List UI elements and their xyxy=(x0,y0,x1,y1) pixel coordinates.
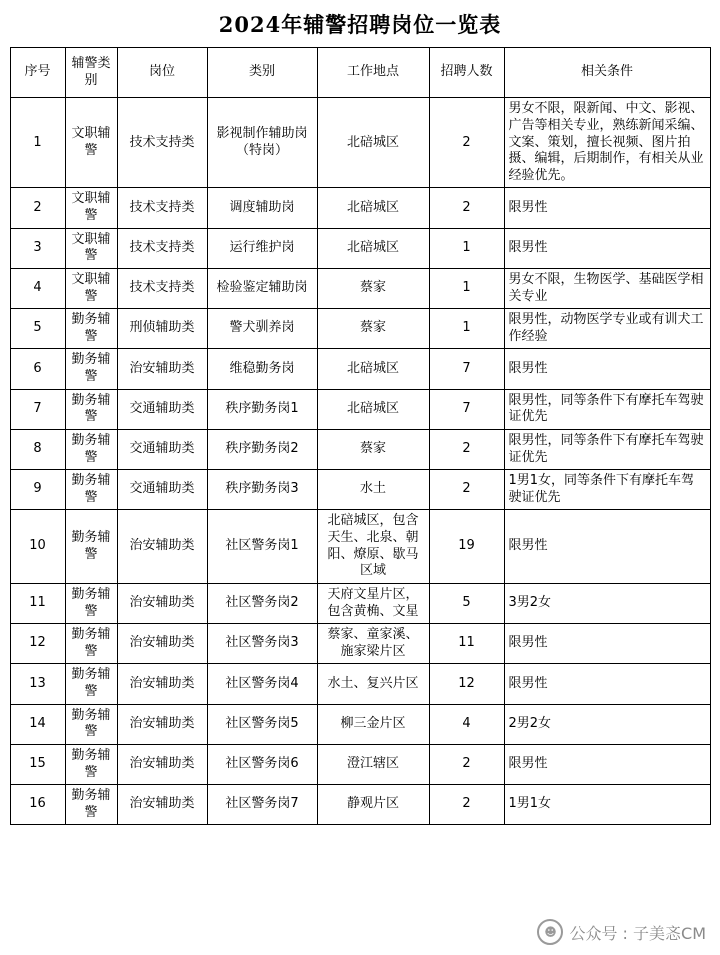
cell-location: 北碚城区 xyxy=(317,349,429,389)
cell-conditions: 限男性 xyxy=(504,510,710,584)
cell-location: 天府文星片区，包含黄桷、文星 xyxy=(317,583,429,623)
cell-post: 治安辅助类 xyxy=(117,785,207,825)
cell-conditions: 限男性 xyxy=(504,624,710,664)
cell-location: 水土、复兴片区 xyxy=(317,664,429,704)
column-header-location: 工作地点 xyxy=(317,48,429,98)
table-row xyxy=(10,349,710,389)
cell-type: 维稳勤务岗 xyxy=(207,349,317,389)
cell-conditions: 限男性，同等条件下有摩托车驾驶证优先 xyxy=(504,429,710,469)
cell-count: 2 xyxy=(429,470,504,510)
cell-category: 文职辅警 xyxy=(65,98,117,188)
cell-location: 澄江辖区 xyxy=(317,744,429,784)
cell-conditions: 限男性 xyxy=(504,349,710,389)
cell-count: 7 xyxy=(429,389,504,429)
table-row xyxy=(10,664,710,704)
column-header-conditions: 相关条件 xyxy=(504,48,710,98)
cell-post: 技术支持类 xyxy=(117,268,207,308)
cell-location: 蔡家 xyxy=(317,309,429,349)
cell-count: 4 xyxy=(429,704,504,744)
cell-type: 社区警务岗5 xyxy=(207,704,317,744)
cell-category: 文职辅警 xyxy=(65,228,117,268)
cell-conditions: 限男性 xyxy=(504,228,710,268)
cell-type: 社区警务岗7 xyxy=(207,785,317,825)
cell-category: 勤务辅警 xyxy=(65,470,117,510)
cell-post: 技术支持类 xyxy=(117,98,207,188)
cell-type: 社区警务岗1 xyxy=(207,510,317,584)
page-title: 2024年辅警招聘岗位一览表 xyxy=(218,12,502,37)
cell-conditions: 限男性 xyxy=(504,664,710,704)
cell-no: 1 xyxy=(10,98,65,188)
cell-category: 勤务辅警 xyxy=(65,664,117,704)
watermark xyxy=(531,917,712,947)
cell-type: 秩序勤务岗1 xyxy=(207,389,317,429)
cell-category: 文职辅警 xyxy=(65,188,117,228)
column-header-no: 序号 xyxy=(10,48,65,98)
cell-post: 治安辅助类 xyxy=(117,664,207,704)
cell-count: 5 xyxy=(429,583,504,623)
cell-conditions: 男女不限，生物医学、基础医学相关专业 xyxy=(504,268,710,308)
cell-post: 交通辅助类 xyxy=(117,429,207,469)
table-row xyxy=(10,583,710,623)
cell-location: 蔡家、童家溪、施家梁片区 xyxy=(317,624,429,664)
cell-post: 治安辅助类 xyxy=(117,583,207,623)
cell-count: 1 xyxy=(429,309,504,349)
cell-no: 14 xyxy=(10,704,65,744)
column-header-type: 类别 xyxy=(207,48,317,98)
table-row xyxy=(10,188,710,228)
table-row xyxy=(10,389,710,429)
cell-no: 8 xyxy=(10,429,65,469)
cell-category: 勤务辅警 xyxy=(65,510,117,584)
cell-location: 静观片区 xyxy=(317,785,429,825)
column-header-category: 辅警类别 xyxy=(65,48,117,98)
cell-category: 勤务辅警 xyxy=(65,624,117,664)
cell-type: 调度辅助岗 xyxy=(207,188,317,228)
cell-location: 北碚城区 xyxy=(317,228,429,268)
cell-post: 技术支持类 xyxy=(117,188,207,228)
cell-conditions: 1男1女 xyxy=(504,785,710,825)
cell-category: 文职辅警 xyxy=(65,268,117,308)
cell-conditions: 男女不限，限新闻、中文、影视、广告等相关专业，熟练新闻采编、文案、策划，擅长视频、图片拍摄、编辑，后期制作，有相关从业经验优先。 xyxy=(504,98,710,188)
cell-no: 4 xyxy=(10,268,65,308)
cell-conditions: 限男性 xyxy=(504,188,710,228)
cell-post: 治安辅助类 xyxy=(117,704,207,744)
table-row xyxy=(10,704,710,744)
cell-conditions: 限男性，同等条件下有摩托车驾驶证优先 xyxy=(504,389,710,429)
cell-type: 社区警务岗3 xyxy=(207,624,317,664)
cell-location: 北碚城区 xyxy=(317,389,429,429)
cell-no: 11 xyxy=(10,583,65,623)
table-row xyxy=(10,98,710,188)
cell-post: 交通辅助类 xyxy=(117,470,207,510)
cell-location: 北碚城区 xyxy=(317,188,429,228)
cell-type: 社区警务岗6 xyxy=(207,744,317,784)
watermark-text: 公众号 : 子美忞CM xyxy=(569,923,706,943)
cell-post: 治安辅助类 xyxy=(117,349,207,389)
cell-category: 勤务辅警 xyxy=(65,785,117,825)
table-row xyxy=(10,785,710,825)
cell-count: 2 xyxy=(429,98,504,188)
table-row xyxy=(10,510,710,584)
cell-category: 勤务辅警 xyxy=(65,583,117,623)
cell-location: 柳三金片区 xyxy=(317,704,429,744)
cell-post: 刑侦辅助类 xyxy=(117,309,207,349)
cell-no: 3 xyxy=(10,228,65,268)
cell-location: 水土 xyxy=(317,470,429,510)
cell-no: 2 xyxy=(10,188,65,228)
cell-count: 2 xyxy=(429,785,504,825)
table-header-row xyxy=(10,48,710,98)
cell-no: 10 xyxy=(10,510,65,584)
cell-conditions: 1男1女，同等条件下有摩托车驾驶证优先 xyxy=(504,470,710,510)
user-circle-icon: ☻ xyxy=(537,919,563,945)
cell-location: 北碚城区 xyxy=(317,98,429,188)
column-header-post: 岗位 xyxy=(117,48,207,98)
cell-conditions: 3男2女 xyxy=(504,583,710,623)
cell-count: 1 xyxy=(429,228,504,268)
cell-count: 1 xyxy=(429,268,504,308)
cell-type: 社区警务岗2 xyxy=(207,583,317,623)
cell-category: 勤务辅警 xyxy=(65,429,117,469)
recruitment-table xyxy=(10,47,711,825)
cell-post: 交通辅助类 xyxy=(117,389,207,429)
cell-no: 9 xyxy=(10,470,65,510)
cell-post: 治安辅助类 xyxy=(117,744,207,784)
cell-location: 北碚城区，包含天生、北泉、朝阳、燎原、歇马区域 xyxy=(317,510,429,584)
cell-no: 15 xyxy=(10,744,65,784)
table-row xyxy=(10,744,710,784)
cell-location: 蔡家 xyxy=(317,429,429,469)
cell-type: 警犬驯养岗 xyxy=(207,309,317,349)
cell-location: 蔡家 xyxy=(317,268,429,308)
cell-post: 治安辅助类 xyxy=(117,510,207,584)
cell-post: 治安辅助类 xyxy=(117,624,207,664)
cell-conditions: 限男性，动物医学专业或有训犬工作经验 xyxy=(504,309,710,349)
cell-count: 19 xyxy=(429,510,504,584)
table-row xyxy=(10,228,710,268)
cell-type: 影视制作辅助岗（特岗） xyxy=(207,98,317,188)
cell-no: 16 xyxy=(10,785,65,825)
table-row xyxy=(10,309,710,349)
cell-post: 技术支持类 xyxy=(117,228,207,268)
table-row xyxy=(10,624,710,664)
cell-no: 13 xyxy=(10,664,65,704)
cell-no: 5 xyxy=(10,309,65,349)
cell-conditions: 限男性 xyxy=(504,744,710,784)
cell-category: 勤务辅警 xyxy=(65,309,117,349)
cell-conditions: 2男2女 xyxy=(504,704,710,744)
table-row xyxy=(10,429,710,469)
cell-type: 运行维护岗 xyxy=(207,228,317,268)
cell-no: 7 xyxy=(10,389,65,429)
cell-type: 秩序勤务岗3 xyxy=(207,470,317,510)
cell-count: 11 xyxy=(429,624,504,664)
cell-count: 2 xyxy=(429,744,504,784)
cell-category: 勤务辅警 xyxy=(65,349,117,389)
cell-no: 6 xyxy=(10,349,65,389)
cell-category: 勤务辅警 xyxy=(65,744,117,784)
cell-category: 勤务辅警 xyxy=(65,389,117,429)
cell-count: 7 xyxy=(429,349,504,389)
cell-count: 12 xyxy=(429,664,504,704)
cell-type: 检验鉴定辅助岗 xyxy=(207,268,317,308)
table-row xyxy=(10,268,710,308)
cell-type: 秩序勤务岗2 xyxy=(207,429,317,469)
cell-count: 2 xyxy=(429,429,504,469)
cell-category: 勤务辅警 xyxy=(65,704,117,744)
cell-type: 社区警务岗4 xyxy=(207,664,317,704)
cell-count: 2 xyxy=(429,188,504,228)
column-header-count: 招聘人数 xyxy=(429,48,504,98)
table-row xyxy=(10,470,710,510)
cell-no: 12 xyxy=(10,624,65,664)
